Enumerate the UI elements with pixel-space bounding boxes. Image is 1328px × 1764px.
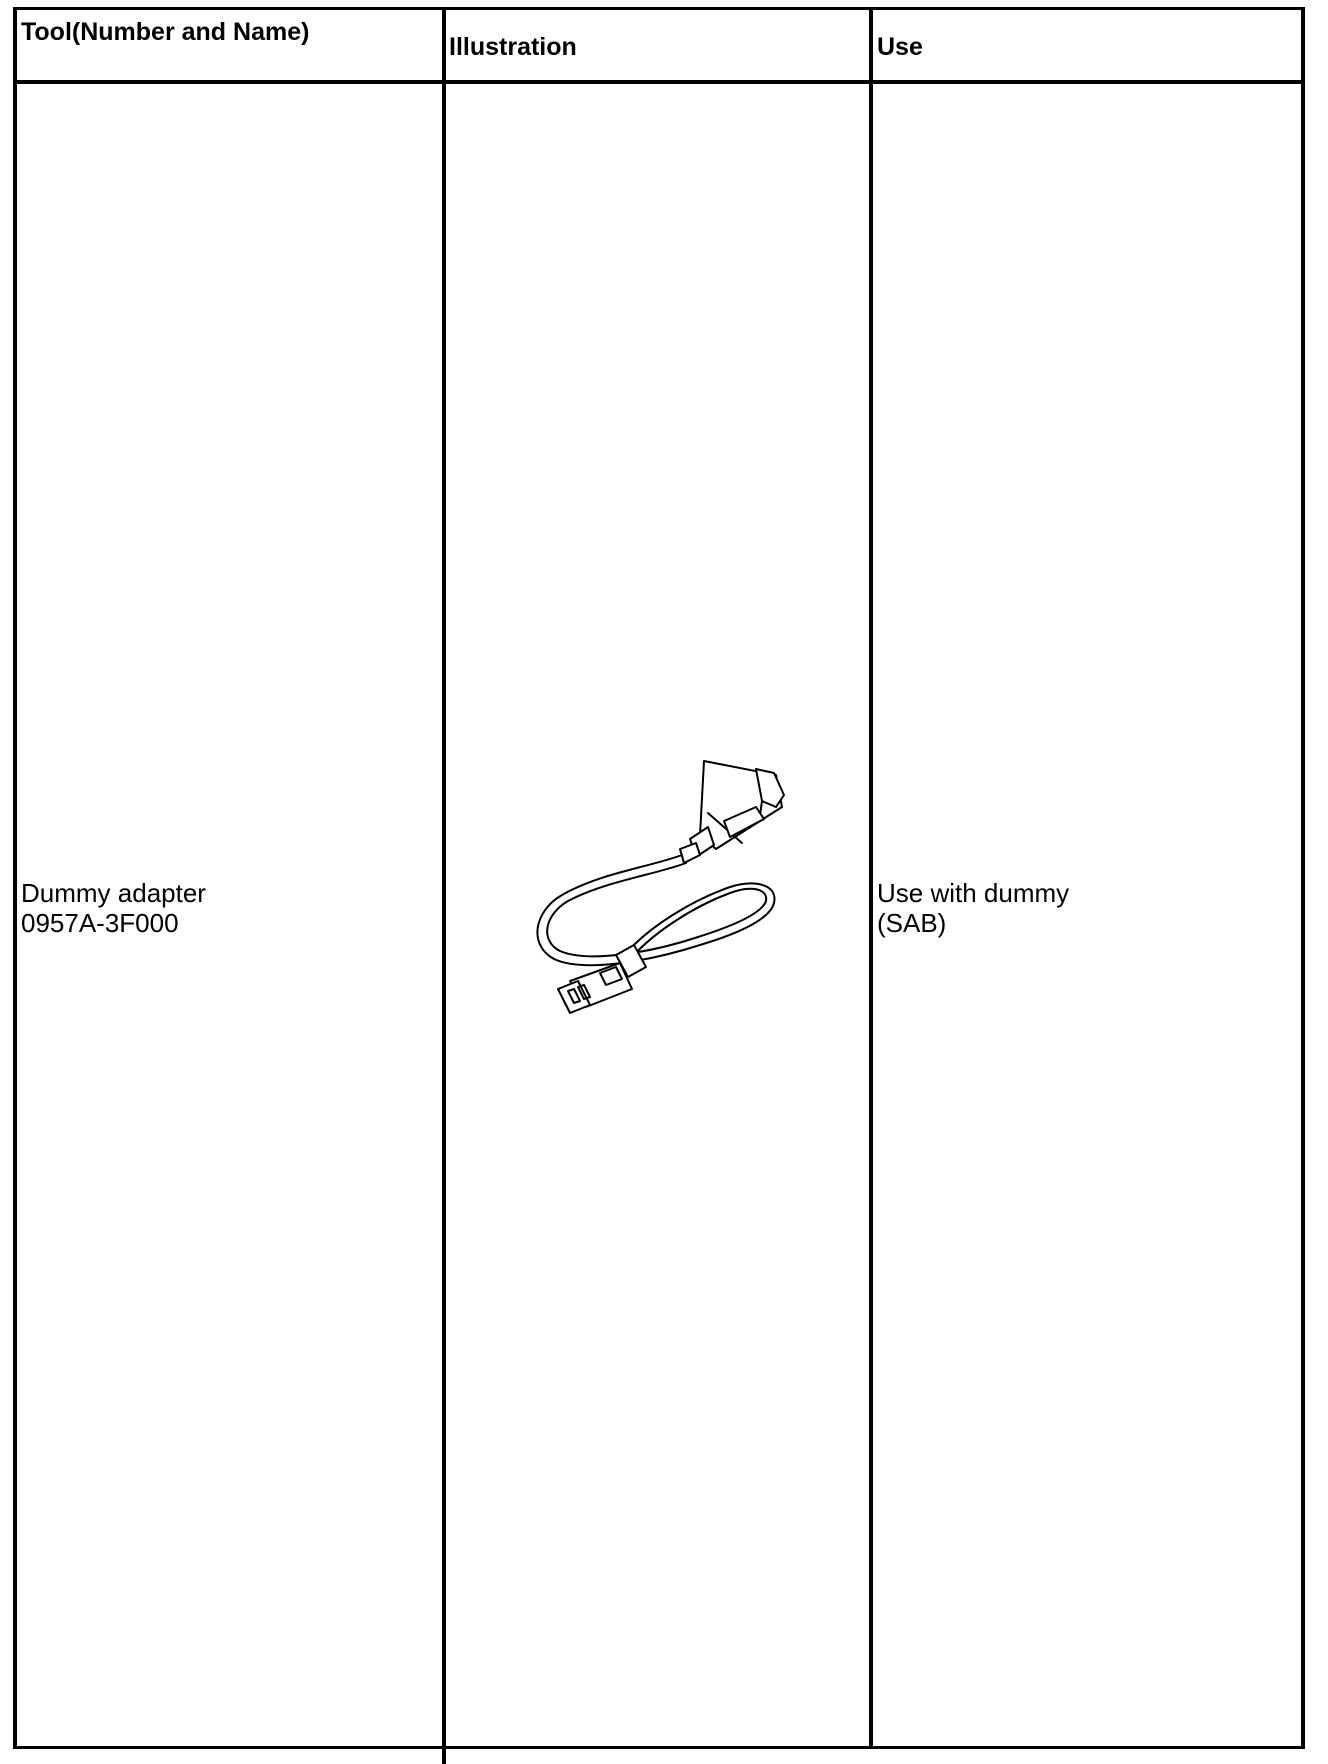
dummy-adapter-cable-icon bbox=[530, 755, 800, 1015]
header-tool: Tool(Number and Name) bbox=[21, 18, 310, 46]
table-border-right bbox=[1301, 7, 1305, 1749]
header-use: Use bbox=[877, 33, 923, 61]
table-border-top bbox=[13, 7, 1305, 10]
column-divider-1 bbox=[442, 7, 446, 1764]
table-border-bottom bbox=[13, 1746, 1305, 1749]
upper-connector-icon bbox=[680, 761, 784, 863]
header-divider bbox=[13, 80, 1305, 84]
header-illustration: Illustration bbox=[449, 33, 577, 61]
use-description-line2: (SAB) bbox=[877, 908, 947, 938]
use-description-line1: Use with dummy bbox=[877, 878, 1070, 908]
tool-number: 0957A-3F000 bbox=[21, 908, 179, 938]
tool-name: Dummy adapter bbox=[21, 878, 206, 908]
cable-icon bbox=[537, 855, 774, 965]
column-divider-2 bbox=[869, 7, 873, 1749]
table-border-left bbox=[13, 7, 17, 1749]
